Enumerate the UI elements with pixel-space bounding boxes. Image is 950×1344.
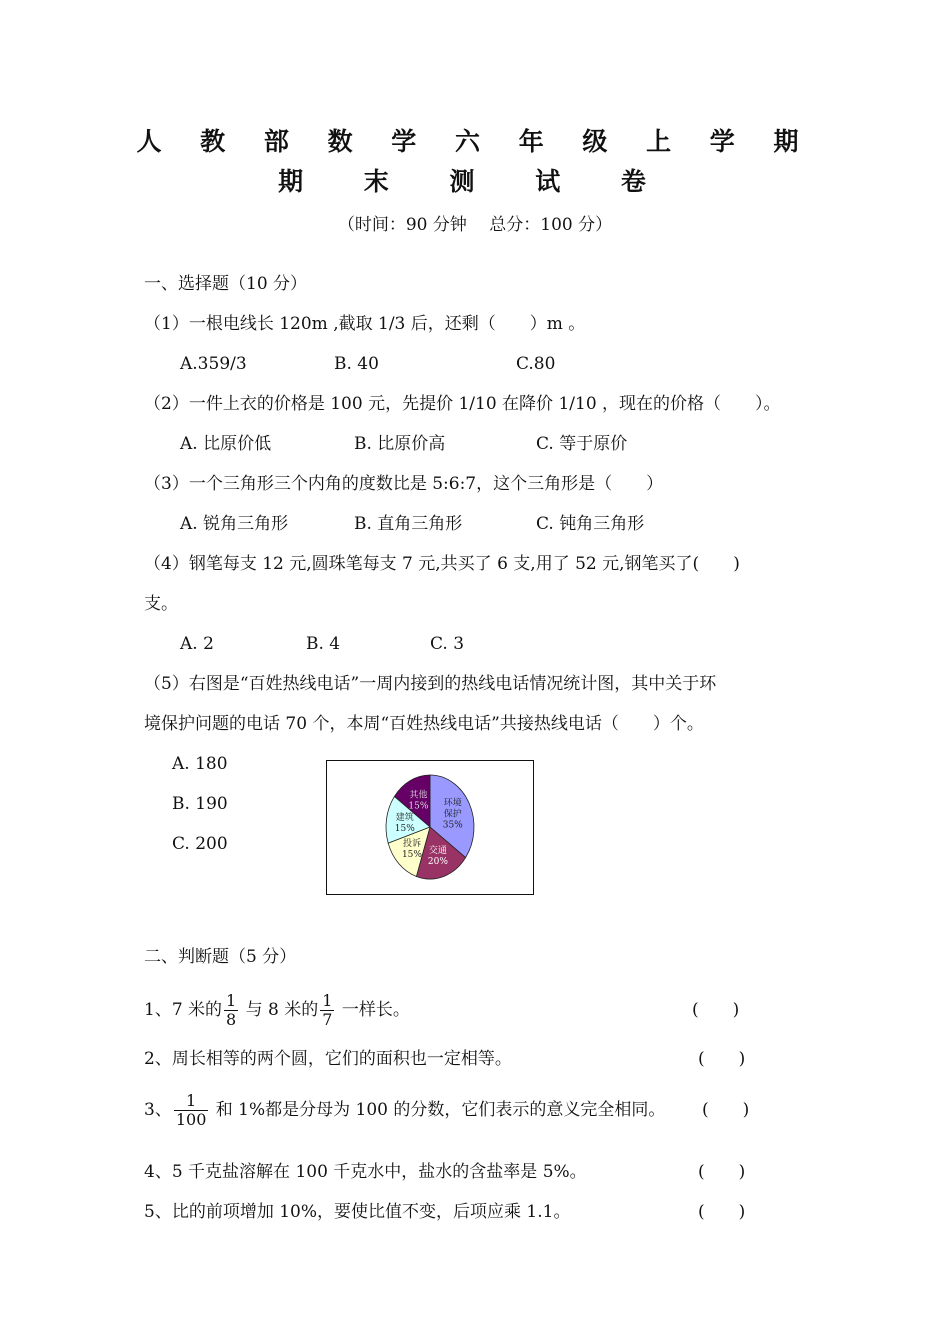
q2-option-c: C. 等于原价	[536, 434, 628, 454]
pie-chart-frame	[326, 760, 534, 895]
pie-chart	[327, 761, 533, 894]
q1-option-b: B. 40	[334, 354, 379, 374]
q5-option-b: B. 190	[172, 794, 228, 814]
q4-option-a: A. 2	[180, 634, 214, 654]
q4-option-c: C. 3	[430, 634, 465, 654]
judge-4-answer-paren: ( )	[698, 1162, 746, 1182]
q3-option-c: C. 钝角三角形	[536, 514, 645, 534]
pie-label-1: 35%	[442, 820, 463, 831]
q1-stem: （1）一根电线长 120m ,截取 1/3 后，还剩（ ）m 。	[144, 314, 586, 334]
q4-stem-cont: 支。	[144, 594, 178, 614]
q1-option-c: C.80	[516, 354, 556, 374]
q4-stem: （4）钢笔每支 12 元,圆珠笔每支 7 元,共买了 6 支,用了 52 元,钢笔买了( )	[144, 554, 740, 574]
section1-heading: 一、选择题（10 分）	[144, 274, 308, 294]
fraction-numerator: 1	[322, 991, 333, 1010]
judge-5: 5、比的前项增加 10%，要使比值不变，后项应乘 1.1。	[144, 1202, 571, 1222]
q1-option-a: A.359/3	[180, 354, 247, 374]
judge-5-answer-paren: ( )	[698, 1202, 746, 1222]
pie-label-5: 其他	[409, 790, 428, 801]
fraction-numerator: 1	[174, 1092, 209, 1111]
fraction-1-7	[320, 992, 334, 1029]
pie-label-4: 15%	[394, 823, 415, 834]
pie-label-2: 交通	[428, 846, 447, 857]
q3-option-b: B. 直角三角形	[354, 514, 463, 534]
pie-label-2: 20%	[427, 857, 448, 868]
judge-1	[144, 990, 410, 1030]
q2-option-b: B. 比原价高	[354, 434, 446, 454]
q3-option-a: A. 锐角三角形	[180, 514, 289, 534]
pie-label-3: 投诉	[402, 838, 421, 849]
q5-stem-cont: 境保护问题的电话 70 个，本周“百姓热线电话”共接热线电话（ ）个。	[144, 714, 704, 734]
fraction-denominator: 7	[322, 1010, 333, 1029]
judge-1-answer-paren: ( )	[692, 1000, 740, 1020]
q2-stem: （2）一件上衣的价格是 100 元，先提价 1/10 在降价 1/10 ，现在的价格（ ）。	[144, 394, 781, 414]
page-title: 人 教 部 数 学 六 年 级 上 学 期	[136, 127, 814, 156]
fraction-numerator: 1	[226, 991, 237, 1010]
q3-stem: （3）一个三角形三个内角的度数比是 5:6:7，这个三角形是（ ）	[144, 474, 664, 494]
fraction-denominator: 8	[226, 1010, 237, 1029]
fraction-1-100	[174, 1092, 209, 1129]
pie-label-5: 15%	[408, 801, 429, 812]
exam-meta: （时间：90 分钟 总分：100 分）	[337, 215, 613, 235]
q5-option-c: C. 200	[172, 834, 228, 854]
fraction-denominator: 100	[175, 1110, 207, 1129]
judge-4: 4、5 千克盐溶解在 100 千克水中，盐水的含盐率是 5%。	[144, 1162, 587, 1182]
q4-option-b: B. 4	[306, 634, 341, 654]
judge-3-text-1: 3、	[144, 1100, 172, 1120]
judge-1-text-3: 一样长。	[336, 1000, 410, 1020]
pie-label-4: 建筑	[395, 812, 414, 823]
judge-3-text-2: 和 1%都是分母为 100 的分数，它们表示的意义完全相同。	[210, 1100, 666, 1120]
judge-3-answer-paren: ( )	[702, 1100, 750, 1120]
pie-label-1: 保护	[443, 809, 462, 820]
section2-heading: 二、判断题（5 分）	[144, 947, 297, 967]
q2-option-a: A. 比原价低	[180, 434, 272, 454]
q5-option-a: A. 180	[172, 754, 228, 774]
pie-label-1: 环境	[443, 798, 462, 809]
pie-label-3: 15%	[401, 849, 422, 860]
judge-3	[144, 1090, 665, 1130]
q5-stem: （5）右图是“百姓热线电话”一周内接到的热线电话情况统计图，其中关于环	[144, 674, 717, 694]
fraction-1-8	[224, 992, 238, 1029]
judge-2-answer-paren: ( )	[698, 1049, 746, 1069]
judge-1-text-2: 与 8 米的	[240, 1000, 319, 1020]
page-subtitle: 期 末 测 试 卷	[278, 167, 672, 196]
judge-1-text-1: 1、7 米的	[144, 1000, 223, 1020]
judge-2: 2、周长相等的两个圆，它们的面积也一定相等。	[144, 1049, 512, 1069]
